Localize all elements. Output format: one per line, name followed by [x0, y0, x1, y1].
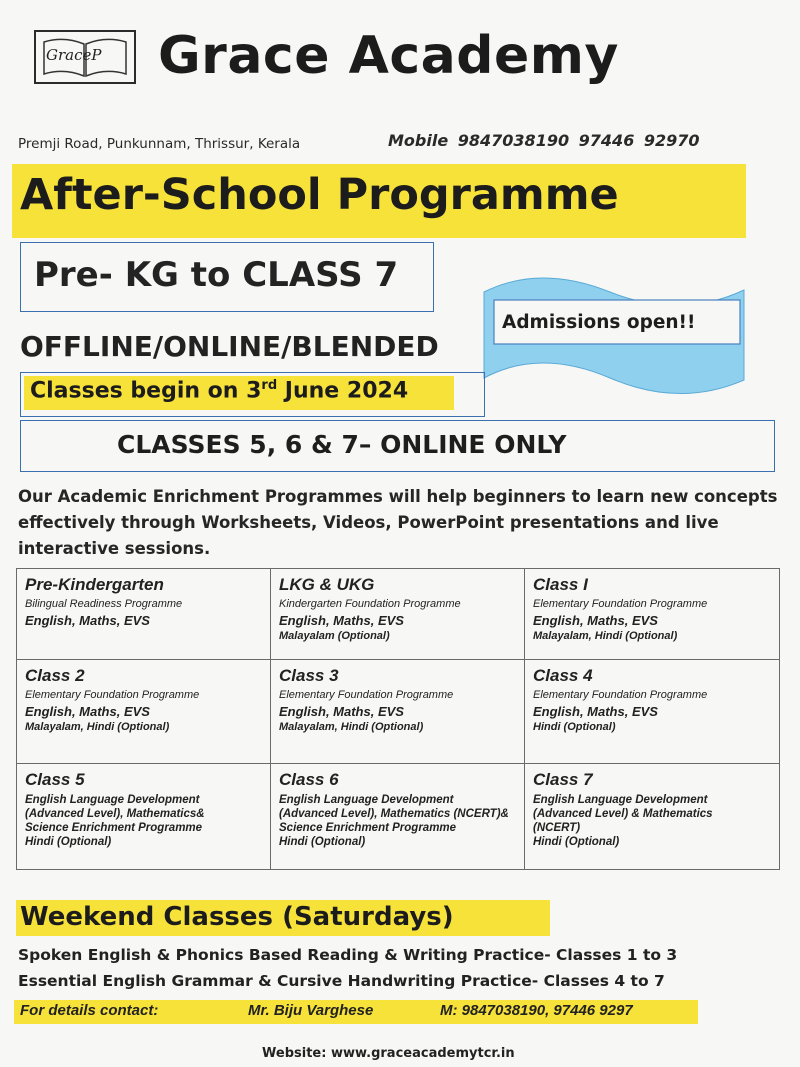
classes-begin: Classes begin on 3rd June 2024	[30, 378, 409, 404]
class-line: Science Enrichment Programme	[25, 822, 203, 834]
contact-name: Mr. Biju Varghese	[248, 1002, 374, 1019]
class-name: Class 6	[279, 770, 339, 789]
class-name: Class 4	[533, 666, 593, 685]
class-subjects: English, Maths, EVS	[533, 704, 658, 719]
website: Website: www.graceacademytcr.in	[262, 1046, 515, 1061]
class-line: Hindi (Optional)	[279, 836, 366, 848]
class-line: (NCERT)	[533, 822, 581, 834]
class-cell	[17, 569, 271, 660]
class-programme: Elementary Foundation Programme	[533, 689, 708, 701]
class-programme: Elementary Foundation Programme	[279, 689, 454, 701]
class-name: Class 5	[25, 770, 85, 789]
class-cell	[17, 660, 271, 764]
class-optional: Malayalam, Hindi (Optional)	[279, 721, 424, 733]
contact-details	[20, 1002, 633, 1019]
class-cell	[271, 764, 525, 869]
class-name: Class I	[533, 575, 588, 594]
contact-label: For details contact:	[20, 1002, 159, 1019]
class-line: (Advanced Level) & Mathematics	[533, 808, 713, 820]
class-line: English Language Development	[25, 794, 200, 806]
programme-title: After-School Programme	[20, 170, 619, 220]
grades-text: Pre- KG to CLASS 7	[34, 255, 399, 295]
class-programme: Elementary Foundation Programme	[533, 598, 708, 610]
learning-modes: OFFLINE/ONLINE/BLENDED	[20, 330, 439, 363]
class-name: Class 3	[279, 666, 339, 685]
class-cell	[525, 569, 779, 660]
mobile-numbers: Mobile 9847038190 97446 92970	[388, 131, 700, 150]
class-name: LKG & UKG	[279, 575, 375, 594]
class-optional: Malayalam, Hindi (Optional)	[25, 721, 170, 733]
weekend-title: Weekend Classes (Saturdays)	[20, 902, 454, 932]
class-cell	[271, 569, 525, 660]
class-programme: Bilingual Readiness Programme	[25, 598, 183, 610]
class-subjects: English, Maths, EVS	[25, 613, 150, 628]
class-cell	[525, 764, 779, 869]
class-grid	[16, 568, 780, 870]
class-optional: Hindi (Optional)	[533, 721, 616, 733]
class-line: Hindi (Optional)	[533, 836, 620, 848]
class-name: Class 7	[533, 770, 593, 789]
wave-banner-shape	[480, 270, 748, 400]
class-name: Class 2	[25, 666, 85, 685]
class-subjects: English, Maths, EVS	[279, 704, 404, 719]
admissions-open: Admissions open!!	[502, 312, 696, 333]
logo	[34, 30, 136, 84]
weekend-line-2: Essential English Grammar & Cursive Handwriting Practice- Classes 4 to 7	[18, 972, 665, 990]
class-line: (Advanced Level), Mathematics (NCERT)&	[279, 808, 509, 820]
class-optional: Malayalam, Hindi (Optional)	[533, 630, 678, 642]
class-line: Science Enrichment Programme	[279, 822, 457, 834]
class-line: (Advanced Level), Mathematics&	[25, 808, 205, 820]
class-programme: Elementary Foundation Programme	[25, 689, 200, 701]
class-cell	[525, 660, 779, 764]
class-name: Pre-Kindergarten	[25, 575, 164, 594]
logo-text: GraceP	[46, 46, 102, 64]
contact-mobile: M: 9847038190, 97446 9297	[440, 1002, 633, 1019]
class-subjects: English, Maths, EVS	[533, 613, 658, 628]
address: Premji Road, Punkunnam, Thrissur, Kerala	[18, 136, 301, 152]
class-programme: Kindergarten Foundation Programme	[279, 598, 461, 610]
class-line: Hindi (Optional)	[25, 836, 112, 848]
class-line: English Language Development	[533, 794, 708, 806]
class-line: English Language Development	[279, 794, 454, 806]
programme-description: Our Academic Enrichment Programmes will help beginners to learn new concepts effectively through Worksheets, Videos, PowerPoint presentations and live interactive sessions.	[18, 487, 778, 558]
class-optional: Malayalam (Optional)	[279, 630, 390, 642]
class-subjects: English, Maths, EVS	[279, 613, 404, 628]
class-subjects: English, Maths, EVS	[25, 704, 150, 719]
class-cell	[17, 764, 271, 869]
academy-title: Grace Academy	[158, 26, 619, 86]
weekend-line-1: Spoken English & Phonics Based Reading & Writing Practice- Classes 1 to 3	[18, 946, 678, 964]
class-cell	[271, 660, 525, 764]
online-only-text: CLASSES 5, 6 & 7– ONLINE ONLY	[117, 430, 567, 459]
